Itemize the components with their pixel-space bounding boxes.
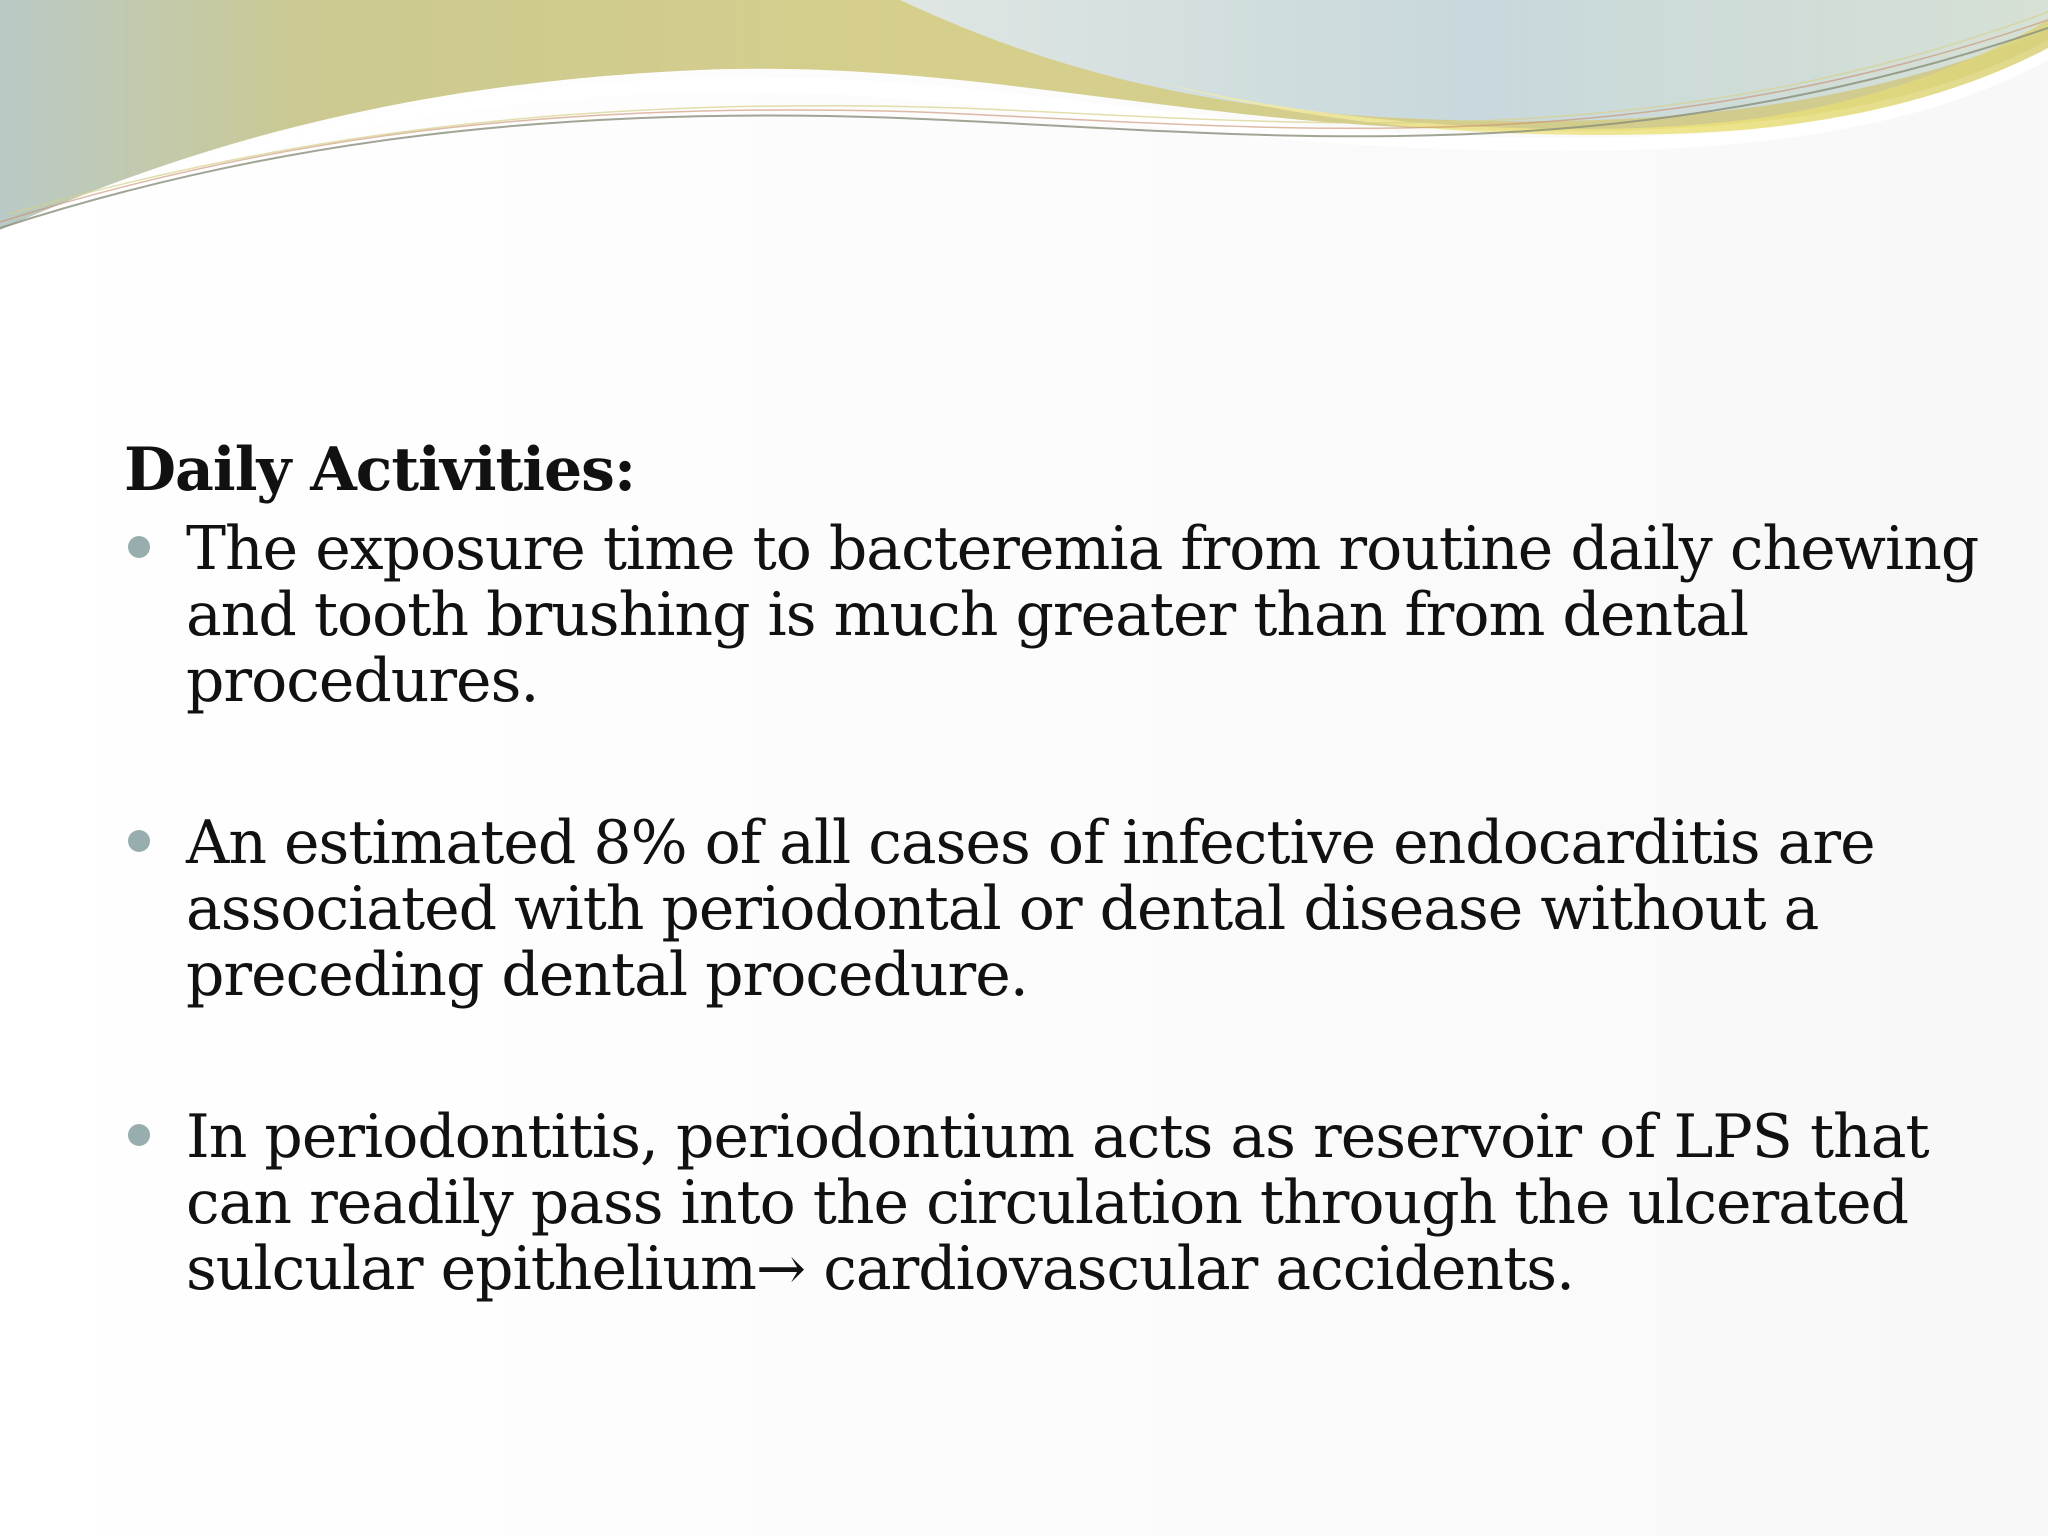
slide-content <box>124 432 1984 1398</box>
bullet-text: The exposure time to bacteremia from routine daily chewing and tooth brushing is much greater than from dental procedures. <box>186 514 1979 716</box>
header-wave-decoration <box>0 0 2048 260</box>
bullet-item <box>124 810 1984 1008</box>
bullet-dot-icon <box>128 536 150 558</box>
bullet-dot-icon <box>128 1124 150 1146</box>
bullet-item <box>124 516 1984 714</box>
section-heading: Daily Activities: <box>124 435 636 505</box>
bullet-list <box>124 516 1984 1302</box>
bullet-dot-icon <box>128 830 150 852</box>
bullet-item <box>124 1104 1984 1302</box>
bullet-text: An estimated 8% of all cases of infective endocarditis are associated with periodontal or dental disease without a preceding dental procedure. <box>186 808 1875 1010</box>
bullet-text: In periodontitis, periodontium acts as reservoir of LPS that can readily pass into the circulation through the ulcerated sulcular epithelium→ cardiovascular accidents. <box>186 1102 1929 1304</box>
